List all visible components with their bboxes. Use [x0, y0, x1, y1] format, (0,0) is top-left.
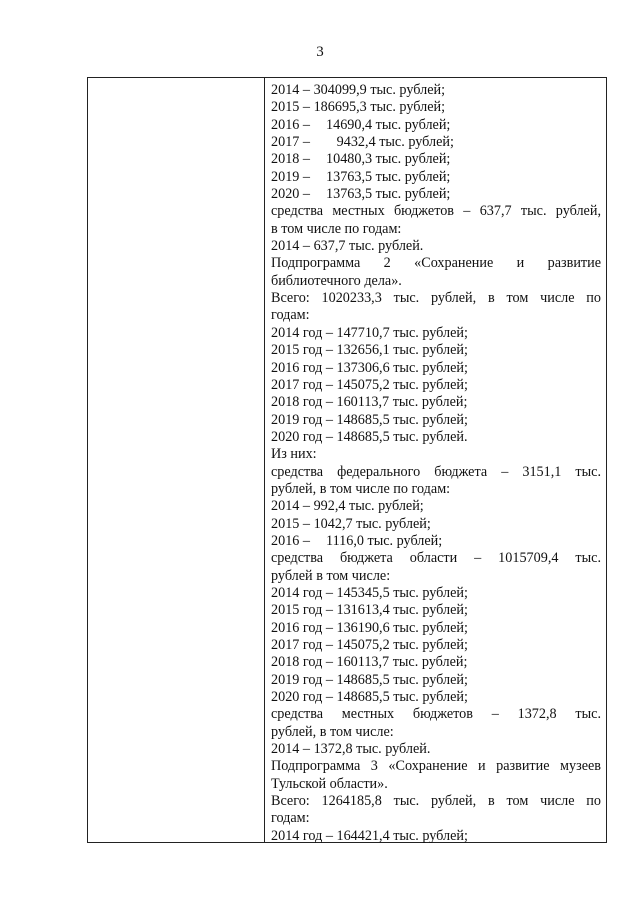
- funding-year: 2019 –: [271, 168, 311, 185]
- text-line: средства местных бюджетов – 1372,8 тыс.: [271, 706, 601, 723]
- text-line: 2015 – 186695,3 тыс. рублей;: [271, 99, 446, 116]
- text-line: средства местных бюджетов – 637,7 тыс. рублей,: [271, 203, 601, 220]
- text-line: рублей в том числе:: [271, 567, 391, 584]
- funding-amount: 10480,3 тыс. рублей;: [326, 151, 451, 168]
- table-cell-right: [271, 82, 601, 845]
- text-line: 2018 год – 160113,7 тыс. рублей;: [271, 394, 468, 411]
- funding-year: 2018 –: [271, 151, 311, 168]
- text-line: 2018 год – 160113,7 тыс. рублей;: [271, 654, 468, 671]
- text-line: Всего: 1264185,8 тыс. рублей, в том числе по: [271, 793, 601, 810]
- text-line: средства бюджета области – 1015709,4 тыс.: [271, 550, 601, 567]
- text-line: 2014 – 992,4 тыс. рублей;: [271, 498, 424, 515]
- funding-line: [271, 533, 601, 550]
- text-line: 2017 год – 145075,2 тыс. рублей;: [271, 637, 468, 653]
- text-line: 2017 год – 145075,2 тыс. рублей;: [271, 376, 468, 393]
- text-line: 2014 – 1372,8 тыс. рублей.: [271, 741, 431, 758]
- text-line: 2014 – 304099,9 тыс. рублей;: [271, 82, 446, 98]
- text-line: 2020 год – 148685,5 тыс. рублей;: [271, 689, 468, 706]
- funding-line: [271, 134, 601, 151]
- text-line: 2019 год – 148685,5 тыс. рублей;: [271, 671, 468, 688]
- text-line: средства федерального бюджета – 3151,1 тыс.: [271, 463, 601, 480]
- text-line: Подпрограмма 2 «Сохранение и развитие: [271, 255, 601, 272]
- funding-line: [271, 169, 601, 186]
- funding-year: 2020 –: [271, 186, 311, 203]
- funding-amount: 13763,5 тыс. рублей;: [326, 186, 451, 203]
- text-line: 2015 – 1042,7 тыс. рублей;: [271, 515, 431, 532]
- funding-amount: 14690,4 тыс. рублей;: [326, 116, 451, 133]
- text-line: 2014 год – 164421,4 тыс. рублей;: [271, 827, 468, 844]
- funding-amount: 1116,0 тыс. рублей;: [326, 532, 443, 549]
- text-line: 2014 год – 147710,7 тыс. рублей;: [271, 324, 468, 341]
- text-line: 2014 – 637,7 тыс. рублей.: [271, 238, 424, 255]
- text-line: Тульской области».: [271, 775, 388, 792]
- text-line: в том числе по годам:: [271, 220, 402, 237]
- funding-line: [271, 117, 601, 134]
- text-line: годам:: [271, 307, 310, 324]
- text-line: 2019 год – 148685,5 тыс. рублей;: [271, 411, 468, 428]
- funding-year: 2016 –: [271, 116, 311, 133]
- funding-year: 2017 –: [271, 134, 311, 151]
- text-line: 2016 год – 137306,6 тыс. рублей;: [271, 359, 468, 376]
- text-line: рублей, в том числе по годам:: [271, 480, 451, 497]
- text-line: 2015 год – 131613,4 тыс. рублей;: [271, 602, 468, 619]
- text-line: 2020 год – 148685,5 тыс. рублей.: [271, 428, 468, 445]
- text-line: Из них:: [271, 446, 317, 463]
- page-number: 3: [316, 44, 324, 60]
- funding-amount: 13763,5 тыс. рублей;: [326, 168, 451, 185]
- text-line: 2014 год – 145345,5 тыс. рублей;: [271, 584, 468, 601]
- funding-table: [87, 77, 607, 843]
- funding-line: [271, 186, 601, 203]
- text-line: 2015 год – 132656,1 тыс. рублей;: [271, 342, 468, 359]
- text-line: годам:: [271, 810, 310, 827]
- text-line: библиотечного дела».: [271, 272, 402, 289]
- text-line: 2016 год – 136190,6 тыс. рублей;: [271, 619, 468, 636]
- text-line: Всего: 1020233,3 тыс. рублей, в том числе по: [271, 290, 601, 307]
- text-line: Подпрограмма 3 «Сохранение и развитие музеев: [271, 758, 601, 775]
- funding-line: [271, 151, 601, 168]
- text-line: рублей, в том числе:: [271, 723, 394, 740]
- column-divider: [264, 78, 265, 842]
- funding-year: 2016 –: [271, 532, 311, 549]
- funding-amount: 9432,4 тыс. рублей;: [326, 134, 454, 151]
